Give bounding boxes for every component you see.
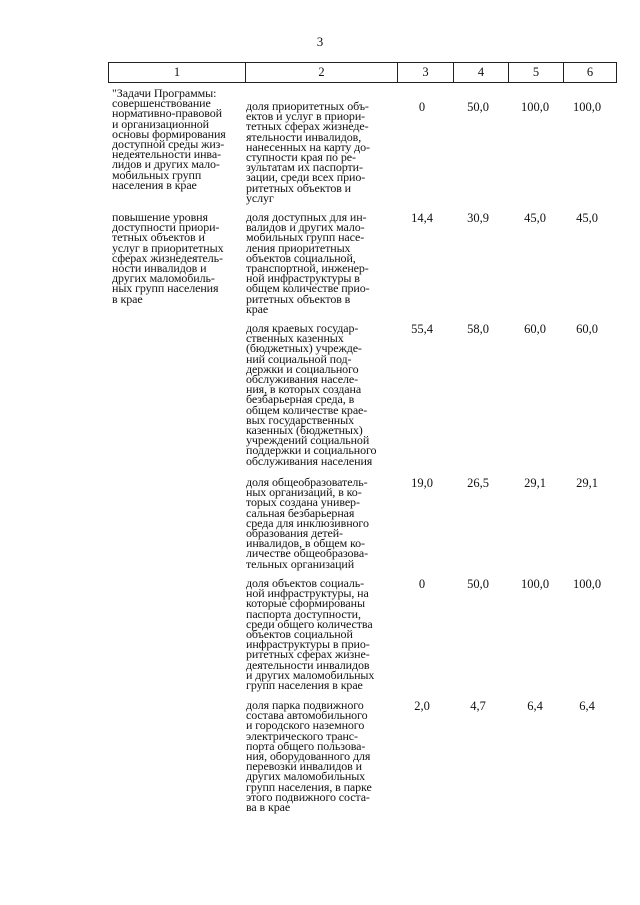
value-col-6: 29,1 (576, 476, 598, 490)
value-col-3: 19,0 (411, 476, 433, 490)
value-col-4: 26,5 (467, 476, 489, 490)
indicator-text: доля общеобразователь- ных организаций, в ко- торых создана универ- сальная безбарьерная среда для инклюзивного образования детей- инвалидов, в общем ко- личестве общеобразова- тельных организаций (246, 475, 369, 571)
value-col-5: 6,4 (527, 699, 543, 713)
program-task-1: "Задачи Программы: совершенствование нормативно-правовой и организационной основы формирования доступной среды жиз- недеятельности инва- лидов и других мало- мобильных групп населения в крае (112, 86, 226, 192)
column-header-5: 5 (509, 63, 564, 82)
value-col-4: 58,0 (467, 322, 489, 336)
value-col-4: 50,0 (467, 577, 489, 591)
value-col-5: 45,0 (524, 211, 546, 225)
value-col-5: 29,1 (524, 476, 546, 490)
value-col-3: 2,0 (414, 699, 430, 713)
column-header-4: 4 (454, 63, 509, 82)
value-col-5: 100,0 (520, 100, 550, 114)
value-col-4: 50,0 (467, 100, 489, 114)
value-col-3: 55,4 (411, 322, 433, 336)
value-col-4: 4,7 (470, 699, 486, 713)
column-header-6: 6 (564, 63, 617, 82)
value-col-6: 100,0 (572, 100, 602, 114)
column-header-3: 3 (398, 63, 454, 82)
indicator-text: доля объектов социаль- ной инфраструктуры, на которые сформированы паспорта доступности, среди общего количества объектов социальной инфраструктуры в прио- ритетных сферах жизне- деятельности инвалидов и других маломобильных групп населения в крае (246, 576, 375, 693)
indicator-text: доля краевых государ- ственных казенных (бюджетных) учрежде- ний социальной под- держки и социального обслуживания населе- ния, в которых создана безбарьерная среда, в общем количестве крае- вых государственных казенных (бюджетных) учреждений социальной поддержки и социального обслуживания населения (246, 321, 377, 468)
value-col-6: 45,0 (576, 211, 598, 225)
page-number: 3 (316, 34, 324, 49)
column-header-2: 2 (246, 63, 398, 82)
program-task-2: повышение уровня доступности приори- тетных объектов и услуг в приоритетных сферах жизнедеятель- ности инвалидов и других маломобиль- ных групп населения в крае (112, 210, 224, 306)
value-col-6: 6,4 (579, 699, 595, 713)
value-col-3: 0 (418, 577, 426, 591)
column-header-1: 1 (109, 63, 246, 82)
value-col-4: 30,9 (467, 211, 489, 225)
table-header-row (108, 62, 617, 83)
value-col-6: 100,0 (572, 577, 602, 591)
value-col-6: 60,0 (576, 322, 598, 336)
indicator-text: доля приоритетных объ- ектов и услуг в приори- тетных сферах жизнеде- ятельности инвалидов, нанесенных на карту до- ступности края по ре- зультатам их паспорти- зации, среди всех прио- ритетных объектов и услуг (246, 99, 370, 205)
value-col-5: 100,0 (520, 577, 550, 591)
value-col-3: 0 (418, 100, 426, 114)
indicator-text: доля парка подвижного состава автомобильного и городского наземного электрического транс- порта общего пользова- ния, оборудованного для перевозки инвалидов и других маломобильных групп населения, в парке этого подвижного соста- ва в крае (246, 698, 372, 815)
indicator-text: доля доступных для ин- валидов и других мало- мобильных групп насе- ления приоритетных объектов социальной, транспортной, инженер- ной инфраструктуры в общем количестве прио- ритетных объектов в крае (246, 210, 370, 316)
value-col-5: 60,0 (524, 322, 546, 336)
value-col-3: 14,4 (411, 211, 433, 225)
